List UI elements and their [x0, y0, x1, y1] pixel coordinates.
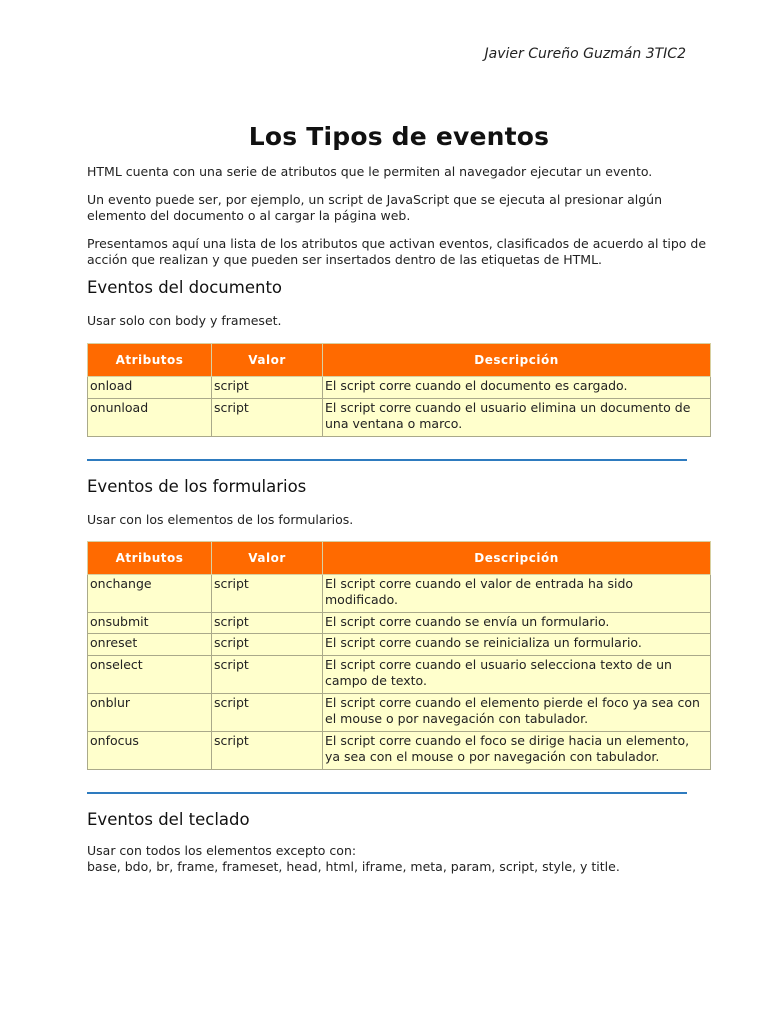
header-valor: Valor: [212, 344, 323, 377]
page-title: Los Tipos de eventos: [248, 122, 550, 151]
note-line: base, bdo, br, frame, frameset, head, html, iframe, meta, param, script, style, y title.: [87, 858, 620, 874]
description-cell: El script corre cuando se reinicializa un formulario.: [323, 634, 711, 656]
attribute-cell: onunload: [88, 398, 212, 436]
value-cell: script: [212, 612, 323, 634]
description-cell: El script corre cuando se envía un formulario.: [323, 612, 711, 634]
value-cell: script: [212, 377, 323, 399]
section-divider: [87, 459, 687, 461]
attribute-cell: onfocus: [88, 731, 212, 769]
header-descripcion: Descripción: [323, 541, 711, 574]
section-heading-documento: Eventos del documento: [87, 278, 283, 297]
intro-paragraph: Presentamos aquí una lista de los atributos que activan eventos, clasificados de acuerdo al tipo de acción que realizan y que pueden ser insertados dentro de las etiquetas de HTML.: [87, 236, 707, 267]
description-cell: El script corre cuando el usuario elimina un documento de una ventana o marco.: [323, 398, 711, 436]
header-valor: Valor: [212, 541, 323, 574]
table-row: [88, 574, 711, 612]
description-cell: El script corre cuando el usuario selecciona texto de un campo de texto.: [323, 655, 711, 693]
header-descripcion: Descripción: [323, 344, 711, 377]
table-row: [88, 377, 711, 399]
description-cell: El script corre cuando el elemento pierde el foco ya sea con el mouse o por navegación con tabulador.: [323, 693, 711, 731]
table-row: [88, 731, 711, 769]
attribute-cell: onselect: [88, 655, 212, 693]
value-cell: script: [212, 634, 323, 656]
description-cell: El script corre cuando el documento es cargado.: [323, 377, 711, 399]
section-divider: [87, 792, 687, 794]
section-heading-teclado: Eventos del teclado: [87, 809, 250, 829]
intro-paragraph: HTML cuenta con una serie de atributos que le permiten al navegador ejecutar un evento.: [87, 164, 653, 179]
attribute-cell: onchange: [88, 574, 212, 612]
section-note: [87, 843, 711, 875]
table-row: [88, 655, 711, 693]
section-note: Usar con los elementos de los formularios.: [87, 511, 354, 527]
value-cell: script: [212, 655, 323, 693]
description-cell: El script corre cuando el valor de entrada ha sido modificado.: [323, 574, 711, 612]
header-atributos: Atributos: [88, 541, 212, 574]
author-name: Javier Cureño Guzmán 3TIC2: [484, 46, 686, 62]
table-header-row: [88, 541, 711, 574]
section-note: Usar solo con body y frameset.: [87, 313, 282, 328]
table-row: [88, 612, 711, 634]
note-line: Usar con todos los elementos excepto con:: [87, 842, 357, 858]
table-row: [88, 634, 711, 656]
attribute-cell: onsubmit: [88, 612, 212, 634]
description-cell: El script corre cuando el foco se dirige hacia un elemento, ya sea con el mouse o por navegación con tabulador.: [323, 731, 711, 769]
value-cell: script: [212, 731, 323, 769]
table-row: [88, 693, 711, 731]
events-table-documento: [87, 343, 711, 437]
table-row: [88, 398, 711, 436]
intro-paragraph: Un evento puede ser, por ejemplo, un script de JavaScript que se ejecuta al presionar algún elemento del documento o al cargar la página web.: [87, 192, 662, 223]
value-cell: script: [212, 574, 323, 612]
section-heading-formularios: Eventos de los formularios: [87, 476, 307, 496]
table-header-row: [88, 344, 711, 377]
value-cell: script: [212, 398, 323, 436]
document-content: [87, 122, 711, 875]
attribute-cell: onload: [88, 377, 212, 399]
attribute-cell: onblur: [88, 693, 212, 731]
events-table-formularios: [87, 541, 711, 770]
header-atributos: Atributos: [88, 344, 212, 377]
value-cell: script: [212, 693, 323, 731]
attribute-cell: onreset: [88, 634, 212, 656]
